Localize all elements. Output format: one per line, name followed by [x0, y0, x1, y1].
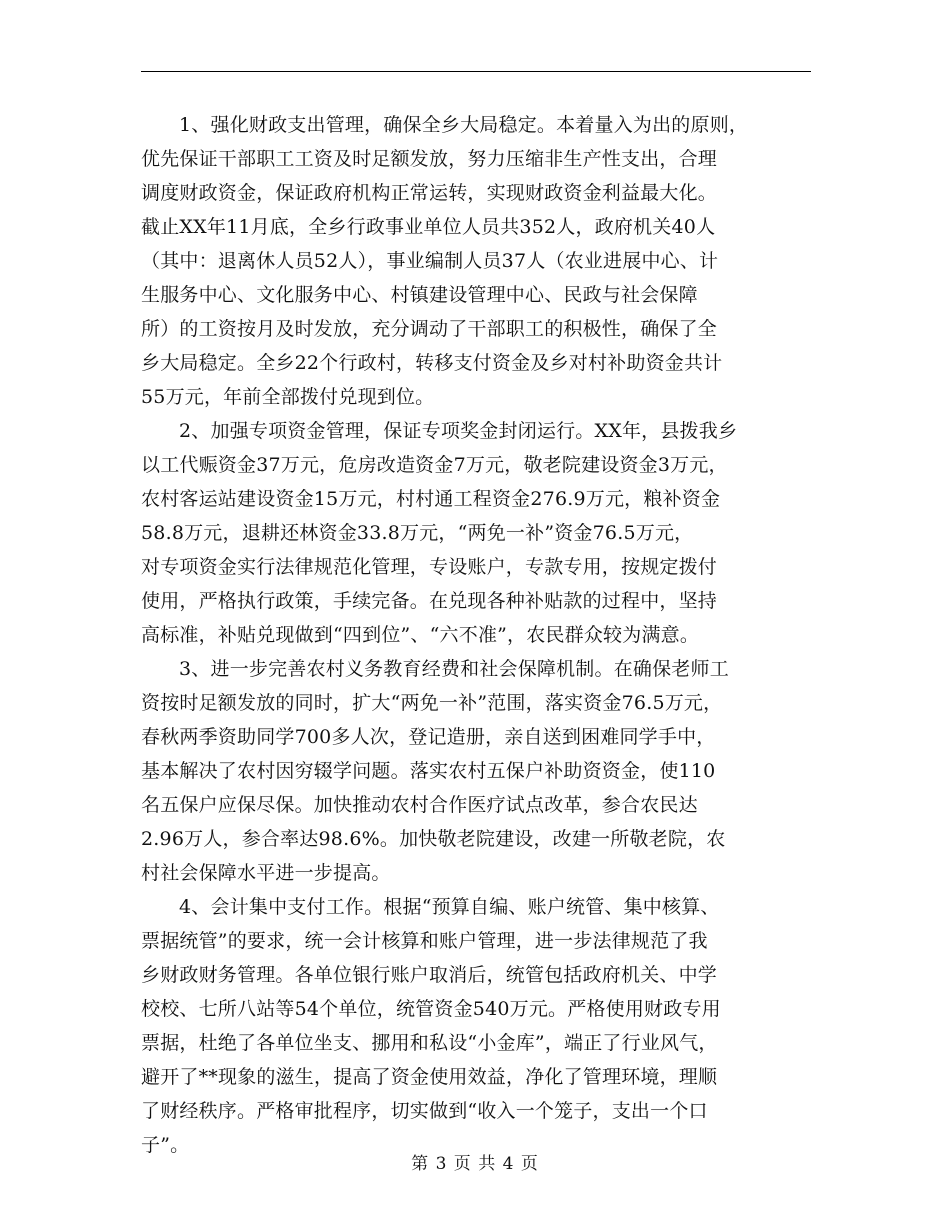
paragraph-3-line-1: 3、进一步完善农村义务教育经费和社会保障机制。在确保老师工: [179, 658, 729, 680]
paragraph-3-line-5: 名五保户应保尽保。加快推动农村合作医疗试点改革，参合农民达: [141, 794, 698, 816]
paragraph-4-line-2: 票据统管”的要求，统一会计核算和账户管理，进一步法律规范了我: [141, 930, 708, 952]
paragraph-3-line-2: 资按时足额发放的同时，扩大“两免一补”范围，落实资金76.5万元，: [141, 692, 723, 714]
paragraph-2-line-1: 2、加强专项资金管理，保证专项奖金封闭运行。XX年，县拨我乡: [179, 420, 738, 442]
paragraph-1-line-3: 调度财政资金，保证政府机构正常运转，实现财政资金利益最大化。: [141, 182, 718, 204]
paragraph-2-line-3: 农村客运站建设资金15万元，村村通工程资金276.9万元，粮补资金: [141, 488, 721, 510]
paragraph-4-line-5: 票据，杜绝了各单位坐支、挪用和私设“小金库”，端正了行业风气，: [141, 1032, 718, 1054]
paragraph-1-line-6: 生服务中心、文化服务中心、村镇建设管理中心、民政与社会保障: [141, 284, 698, 306]
paragraph-2-line-5: 对专项资金实行法律规范化管理，专设账户，专款专用，按规定拨付: [141, 556, 718, 578]
paragraph-1-line-4: 截止XX年11月底，全乡行政事业单位人员共352人，政府机关40人: [141, 216, 716, 238]
paragraph-2-line-2: 以工代赈资金37万元，危房改造资金7万元，敬老院建设资金3万元，: [141, 454, 728, 476]
paragraph-4-line-8: 子”。: [141, 1134, 190, 1156]
body-text: [141, 108, 811, 1162]
paragraph-1-line-9: 55万元，年前全部拨付兑现到位。: [141, 386, 435, 408]
paragraph-3-line-3: 春秋两季资助同学700多人次，登记造册，亲自送到困难同学手中，: [141, 726, 716, 748]
header-rule: [141, 71, 811, 72]
paragraph-3-line-4: 基本解决了农村因穷辍学问题。落实农村五保户补助资资金，使110: [141, 760, 716, 782]
paragraph-4-line-3: 乡财政财务管理。各单位银行账户取消后，统管包括政府机关、中学: [141, 964, 718, 986]
paragraph-3-line-7: 村社会保障水平进一步提高。: [141, 862, 391, 884]
paragraph-2-line-4: 58.8万元，退耕还林资金33.8万元，“两免一补”资金76.5万元，: [141, 522, 694, 544]
paragraph-4-line-6: 避开了**现象的滋生，提高了资金使用效益，净化了管理环境，理顺: [141, 1066, 718, 1088]
paragraph-3-line-6: 2.96万人，参合率达98.6%。加快敬老院建设，改建一所敬老院，农: [141, 828, 726, 850]
paragraph-4-line-1: 4、会计集中支付工作。根据“预算自编、账户统管、集中核算、: [179, 896, 720, 918]
paragraph-2-line-6: 使用，严格执行政策，手续完备。在兑现各种补贴款的过程中，坚持: [141, 590, 718, 612]
paragraph-1-line-1: 1、强化财政支出管理，确保全乡大局稳定。本着量入为出的原则，: [179, 114, 749, 136]
paragraph-1-line-8: 乡大局稳定。全乡22个行政村，转移支付资金及乡对村补助资金共计: [141, 352, 723, 374]
page-number-footer: 第 3 页 共 4 页: [411, 1154, 539, 1174]
paragraph-1-line-7: 所）的工资按月及时发放，充分调动了干部职工的积极性，确保了全: [141, 318, 718, 340]
paragraph-2-line-7: 高标准，补贴兑现做到“四到位”、“六不准”，农民群众较为满意。: [141, 624, 700, 646]
paragraph-4-line-7: 了财经秩序。严格审批程序，切实做到“收入一个笼子，支出一个口: [141, 1100, 708, 1122]
paragraph-4-line-4: 校校、七所八站等54个单位，统管资金540万元。严格使用财政专用: [141, 998, 721, 1020]
paragraph-1-line-5: （其中：退离休人员52人），事业编制人员37人（农业进展中心、计: [141, 250, 719, 272]
paragraph-1-line-2: 优先保证干部职工工资及时足额发放，努力压缩非生产性支出，合理: [141, 148, 718, 170]
